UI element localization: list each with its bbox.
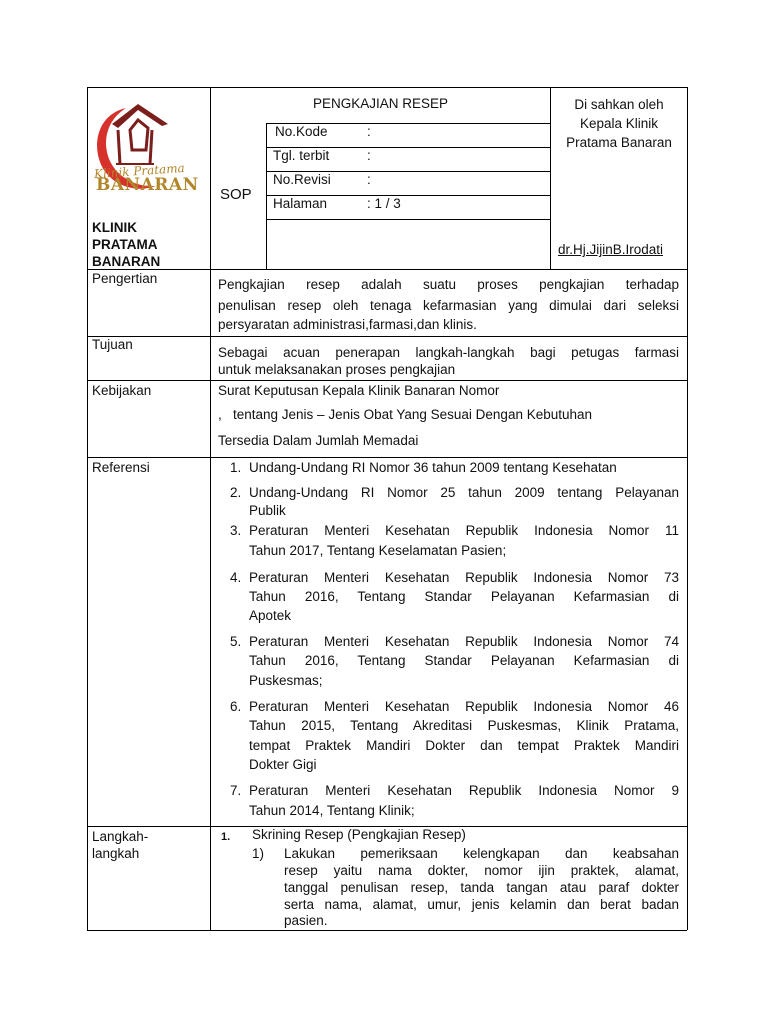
ref-4-number: 4. <box>230 570 242 585</box>
meta-label-kode: No.Kode <box>275 124 328 139</box>
langkah-sub-line-4: serta nama, alamat, umur, jenis kelamin dan berat badan <box>284 897 679 912</box>
ref-3-line-1: Peraturan Menteri Kesehatan Republik Indonesia Nomor 11 <box>249 523 679 538</box>
ref-4-line-1: Peraturan Menteri Kesehatan Republik Indonesia Nomor 73 <box>249 570 679 585</box>
langkah-sub-line-1: Lakukan pemeriksaan kelengkapan dan keabsahan <box>284 846 679 861</box>
ref-1-line-1: Undang-Undang RI Nomor 36 tahun 2009 tentang Kesehatan <box>249 460 617 475</box>
meta-value-terbit: : <box>367 148 371 163</box>
langkah-label-line-1: Langkah- <box>92 829 149 844</box>
approval-line-2: Kepala Klinik <box>579 116 659 131</box>
langkah-step-title: Skrining Resep (Pengkajian Resep) <box>252 827 466 842</box>
referensi-label: Referensi <box>92 460 150 475</box>
ref-7-line-1: Peraturan Menteri Kesehatan Republik Indonesia Nomor 9 <box>249 783 679 798</box>
pengertian-line-3: persyaratan administrasi,farmasi,dan klinis. <box>218 317 477 332</box>
langkah-sub-number: 1) <box>252 846 265 861</box>
ref-5-line-1: Peraturan Menteri Kesehatan Republik Indonesia Nomor 74 <box>249 634 679 649</box>
ref-6-number: 6. <box>230 699 242 714</box>
tujuan-label: Tujuan <box>92 337 133 352</box>
clinic-name-line-3: BANARAN <box>92 254 161 269</box>
langkah-sub-line-5: pasien. <box>284 913 328 928</box>
ref-5-line-3: Puskesmas; <box>249 673 323 688</box>
langkah-sub-line-3: tanggal penulisan resep, tanda tangan atau paraf dokter <box>284 880 679 895</box>
ref-5-number: 5. <box>230 634 242 649</box>
clinic-name-line-1: KLINIK <box>92 220 137 235</box>
tujuan-line-1: Sebagai acuan penerapan langkah-langkah bagi petugas farmasi <box>218 345 679 360</box>
approval-line-3: Pratama Banaran <box>566 135 672 150</box>
meta-label-halaman: Halaman <box>273 196 328 211</box>
logo-script-text: Klinik Pratama <box>93 160 186 182</box>
kebijakan-label: Kebijakan <box>92 383 152 398</box>
ref-7-number: 7. <box>230 783 242 798</box>
ref-3-line-2: Tahun 2017, Tentang Keselamatan Pasien; <box>249 543 507 558</box>
ref-1-number: 1. <box>230 460 242 475</box>
ref-6-line-4: Dokter Gigi <box>249 757 317 772</box>
pengertian-line-1: Pengkajian resep adalah suatu proses pengkajian terhadap <box>218 277 679 292</box>
clinic-logo <box>90 90 206 210</box>
ref-2-line-2: Publik <box>249 503 286 518</box>
meta-label-revisi: No.Revisi <box>273 172 331 187</box>
ref-6-line-3: tempat Praktek Mandiri Dokter dan tempat Praktek Mandiri <box>249 738 679 753</box>
kebijakan-line-1: Surat Keputusan Kepala Klinik Banaran Nomor <box>218 383 500 398</box>
ref-4-line-3: Apotek <box>249 608 292 623</box>
kebijakan-line-3: Tersedia Dalam Jumlah Memadai <box>218 433 419 448</box>
ref-3-number: 3. <box>230 523 242 538</box>
meta-value-kode: : <box>367 124 371 139</box>
kebijakan-line-2: , tentang Jenis – Jenis Obat Yang Sesuai Dengan Kebutuhan <box>218 407 593 422</box>
langkah-step-number: 1. <box>221 831 231 843</box>
clinic-name-line-2: PRATAMA <box>92 237 158 252</box>
approver-name: dr.Hj.JijinB.Irodati <box>558 242 664 257</box>
ref-2-line-1: Undang-Undang RI Nomor 25 tahun 2009 tentang Pelayanan <box>249 485 679 500</box>
logo-brand-text: BANARAN <box>96 175 199 195</box>
meta-value-revisi: : <box>367 172 371 187</box>
pengertian-label: Pengertian <box>92 271 158 286</box>
doc-title: PENGKAJIAN RESEP <box>312 96 449 111</box>
langkah-sub-line-2: resep yaitu nama dokter, nomor ijin praktek, alamat, <box>284 863 679 878</box>
ref-2-number: 2. <box>230 485 242 500</box>
langkah-label-line-2: langkah <box>92 846 140 861</box>
sop-label: SOP <box>220 186 252 203</box>
meta-value-halaman: : 1 / 3 <box>367 196 401 211</box>
ref-7-line-2: Tahun 2014, Tentang Klinik; <box>249 803 415 818</box>
ref-6-line-2: Tahun 2015, Tentang Akreditasi Puskesmas, Klinik Pratama, <box>249 718 679 733</box>
pengertian-line-2: penulisan resep oleh tenaga kefarmasian yang dimulai dari seleksi <box>218 298 679 313</box>
approval-line-1: Di sahkan oleh <box>574 97 664 112</box>
ref-6-line-1: Peraturan Menteri Kesehatan Republik Indonesia Nomor 46 <box>249 699 679 714</box>
ref-5-line-2: Tahun 2016, Tentang Standar Pelayanan Kefarmasian di <box>249 653 679 668</box>
meta-label-terbit: Tgl. terbit <box>273 148 330 163</box>
tujuan-line-2: untuk melaksanakan proses pengkajian <box>218 362 456 377</box>
ref-4-line-2: Tahun 2016, Tentang Standar Pelayanan Kefarmasian di <box>249 589 679 604</box>
